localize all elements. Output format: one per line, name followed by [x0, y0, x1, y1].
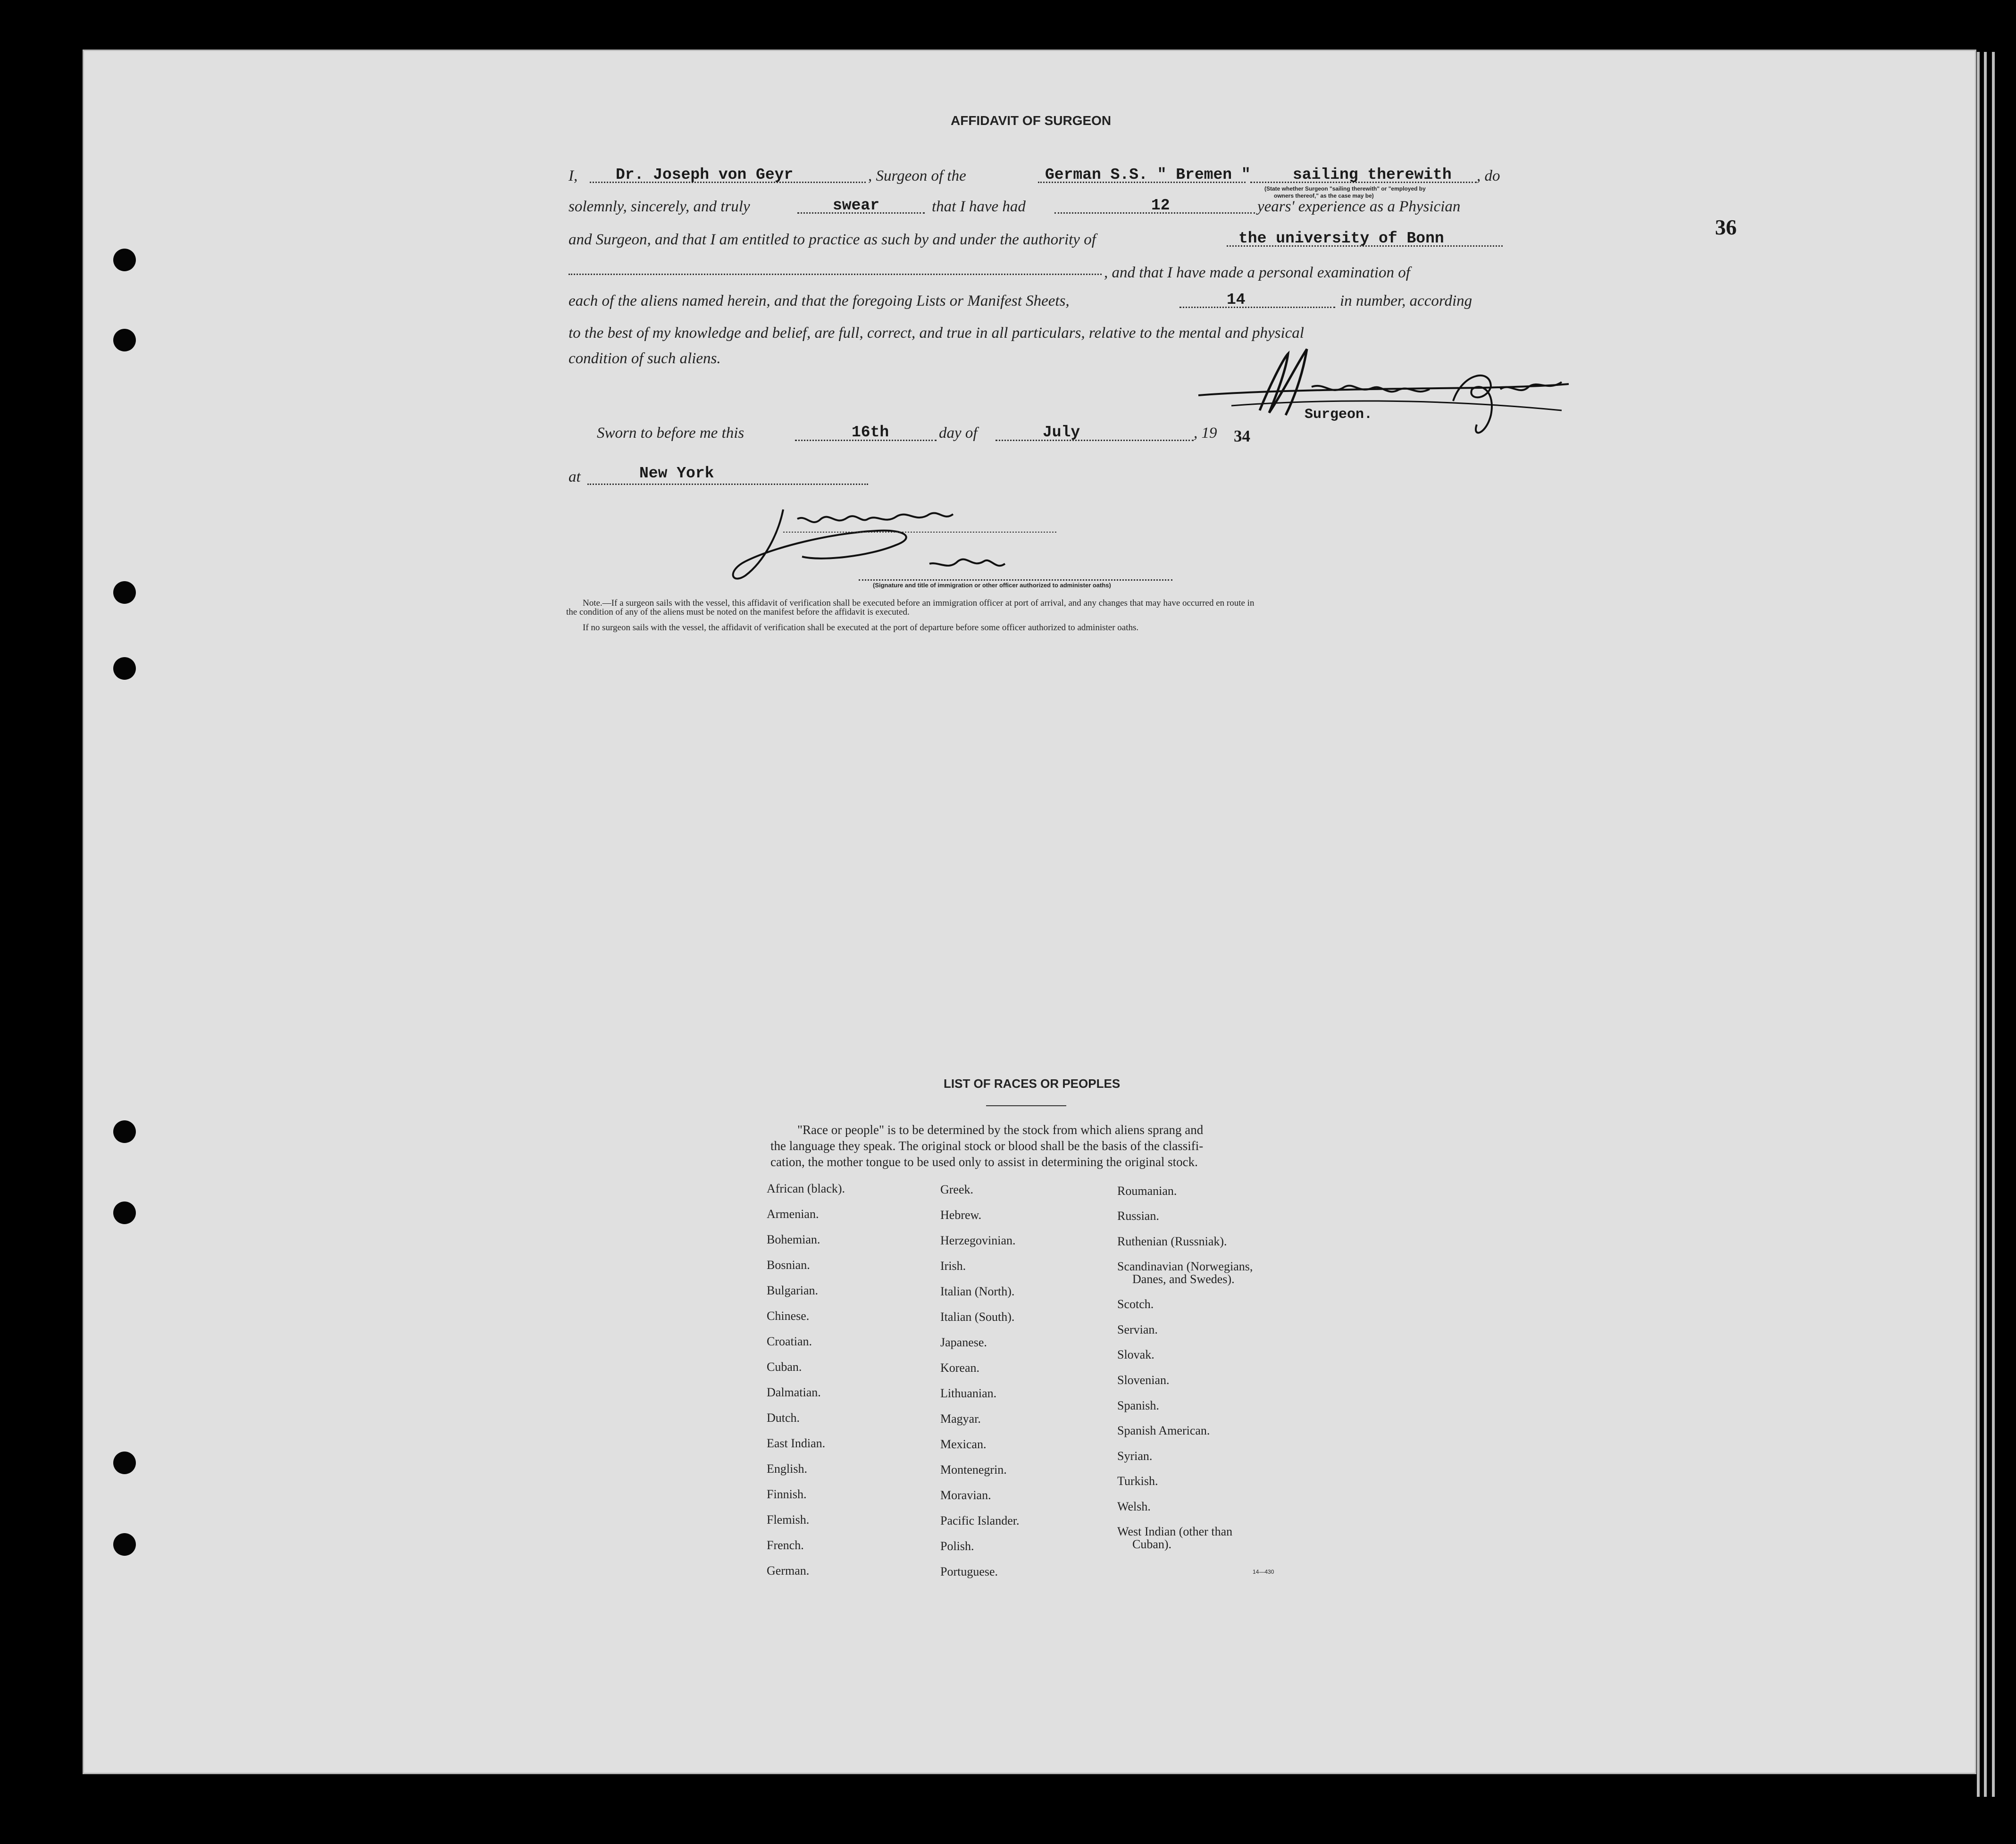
race-item: Montenegrin. [940, 1463, 1007, 1477]
races-intro: the language they speak. The original stock or blood shall be the basis of the classifi- [770, 1139, 1204, 1153]
best-label: to the best of my knowledge and belief, are full, correct, and true in all particulars, relative to the mental and physical [569, 325, 1304, 342]
in-number-label: in number, according [1340, 292, 1472, 309]
each-label: each of the aliens named herein, and that the foregoing Lists or Manifest Sheets, [569, 292, 1070, 309]
race-item: Moravian. [940, 1488, 991, 1502]
race-item: English. [767, 1462, 807, 1476]
races-intro: cation, the mother tongue to be used only to assist in determining the original stock. [770, 1155, 1198, 1169]
fill-line [995, 440, 1194, 441]
sworn-label: Sworn to before me this [597, 425, 744, 442]
race-item: Polish. [940, 1539, 974, 1553]
personal-exam-label: , and that I have made a personal examination of [1104, 264, 1410, 281]
race-item: Finnish. [767, 1487, 807, 1501]
day-of-label: day of [939, 425, 978, 442]
fill-line [569, 274, 1102, 275]
race-item: Bosnian. [767, 1258, 810, 1272]
officer-signature-line [859, 579, 1172, 581]
race-item: Pacific Islander. [940, 1514, 1020, 1527]
solemnly-label: solemnly, sincerely, and truly [569, 198, 750, 215]
fill-line [1179, 307, 1335, 308]
punch-hole [113, 1452, 136, 1474]
races-intro: "Race or people" is to be determined by the stock from which aliens sprang and [797, 1123, 1204, 1137]
punch-hole [113, 1533, 136, 1556]
race-item: Servian. [1117, 1323, 1158, 1336]
punch-hole [113, 329, 136, 351]
race-item: Scotch. [1117, 1297, 1154, 1311]
race-item: Spanish. [1117, 1399, 1159, 1412]
punch-hole [113, 581, 136, 604]
race-item: Italian (South). [940, 1310, 1015, 1324]
race-item: Armenian. [767, 1207, 819, 1221]
race-item: Turkish. [1117, 1474, 1158, 1488]
state-note: owners thereof," as the case may be) [1274, 192, 1374, 199]
race-item: Chinese. [767, 1309, 810, 1323]
affidavit-title: AFFIDAVIT OF SURGEON [951, 113, 1112, 128]
race-item: Dalmatian. [767, 1385, 821, 1399]
years-label: years' experience as a Physician [1257, 198, 1461, 215]
place-value: New York [639, 465, 714, 482]
at-label: at [569, 468, 581, 485]
race-item: Hebrew. [940, 1208, 982, 1222]
race-item: Japanese. [940, 1335, 987, 1349]
authority-value: the university of Bonn [1238, 230, 1444, 247]
surgeon-of-label: , Surgeon of the [868, 167, 966, 184]
race-item: Cuban. [767, 1360, 802, 1374]
fill-line [587, 484, 868, 485]
page-edge [1992, 52, 1995, 1797]
race-item: Spanish American. [1117, 1424, 1210, 1437]
condition-label: condition of such aliens. [569, 350, 721, 367]
race-item: Roumanian. [1117, 1184, 1177, 1198]
race-item: Bohemian. [767, 1233, 820, 1246]
races-title: LIST OF RACES OR PEOPLES [944, 1076, 1121, 1091]
state-note: (State whether Surgeon "sailing therewith" or "employed by [1264, 185, 1426, 192]
i-label: I, [569, 167, 578, 184]
sailing-status: sailing therewith [1293, 166, 1452, 184]
punch-hole [113, 1120, 136, 1143]
race-item: African (black). [767, 1182, 845, 1195]
race-item: French. [767, 1538, 804, 1552]
race-item: Bulgarian. [767, 1284, 819, 1297]
punch-hole [113, 249, 136, 271]
race-item: Scandinavian (Norwegians, [1117, 1260, 1253, 1273]
race-item: Italian (North). [940, 1285, 1015, 1298]
note-text: Note.—If a surgeon sails with the vessel, this affidavit of verification shall be executed before an immigration officer at port of arrival, and any changes that may have occurred en route in [583, 598, 1255, 608]
race-item: Syrian. [1117, 1449, 1153, 1463]
race-item: Portuguese. [940, 1565, 998, 1578]
year-value: 34 [1234, 427, 1250, 445]
race-item: Korean. [940, 1361, 980, 1375]
title-rule [986, 1105, 1066, 1106]
have-had-label: that I have had [932, 198, 1026, 215]
race-item: Herzegovinian. [940, 1234, 1016, 1247]
race-item: Croatian. [767, 1335, 812, 1348]
day-value: 16th [852, 424, 889, 441]
note-text: If no surgeon sails with the vessel, the affidavit of verification shall be executed at the port of departure before some officer authorized to administer oaths. [583, 623, 1139, 633]
oath-word: swear [833, 197, 880, 214]
page-edge [1984, 52, 1987, 1797]
form-code: 14—430 [1253, 1569, 1274, 1575]
do-label: , do [1477, 167, 1500, 184]
race-item: Flemish. [767, 1513, 810, 1527]
year-prefix: , 19 [1194, 425, 1217, 442]
race-item: Ruthenian (Russniak). [1117, 1235, 1227, 1248]
surgeon-name: Dr. Joseph von Geyr [616, 166, 794, 184]
race-item: Russian. [1117, 1209, 1159, 1223]
race-item: Welsh. [1117, 1500, 1151, 1513]
officer-caption: (Signature and title of immigration or other officer authorized to administer oaths) [873, 582, 1111, 589]
punch-hole [113, 1202, 136, 1224]
race-item: Greek. [940, 1183, 974, 1196]
race-item: Magyar. [940, 1412, 981, 1426]
punch-hole [113, 657, 136, 680]
race-item: Danes, and Swedes). [1132, 1272, 1235, 1286]
race-item: Lithuanian. [940, 1386, 997, 1400]
race-item: Cuban). [1132, 1537, 1172, 1551]
race-item: West Indian (other than [1117, 1525, 1233, 1538]
page-number: 36 [1715, 215, 1737, 239]
race-item: Slovenian. [1117, 1373, 1170, 1387]
officer-signature [727, 491, 1057, 585]
month-value: July [1043, 424, 1080, 441]
race-item: German. [767, 1564, 810, 1577]
page-edge [1977, 52, 1980, 1797]
years-value: 12 [1151, 197, 1170, 214]
surgeon-label: Surgeon. [1305, 407, 1373, 423]
race-item: Mexican. [940, 1437, 987, 1451]
race-item: Irish. [940, 1259, 966, 1273]
race-item: East Indian. [767, 1436, 826, 1450]
race-item: Slovak. [1117, 1348, 1154, 1361]
sheets-value: 14 [1227, 291, 1246, 309]
note-text: the condition of any of the aliens must be noted on the manifest before the affidavit is executed. [566, 607, 910, 617]
race-item: Dutch. [767, 1411, 800, 1425]
and-surgeon-label: and Surgeon, and that I am entitled to practice as such by and under the authority of [569, 231, 1096, 248]
vessel-name: German S.S. " Bremen " [1045, 166, 1251, 184]
